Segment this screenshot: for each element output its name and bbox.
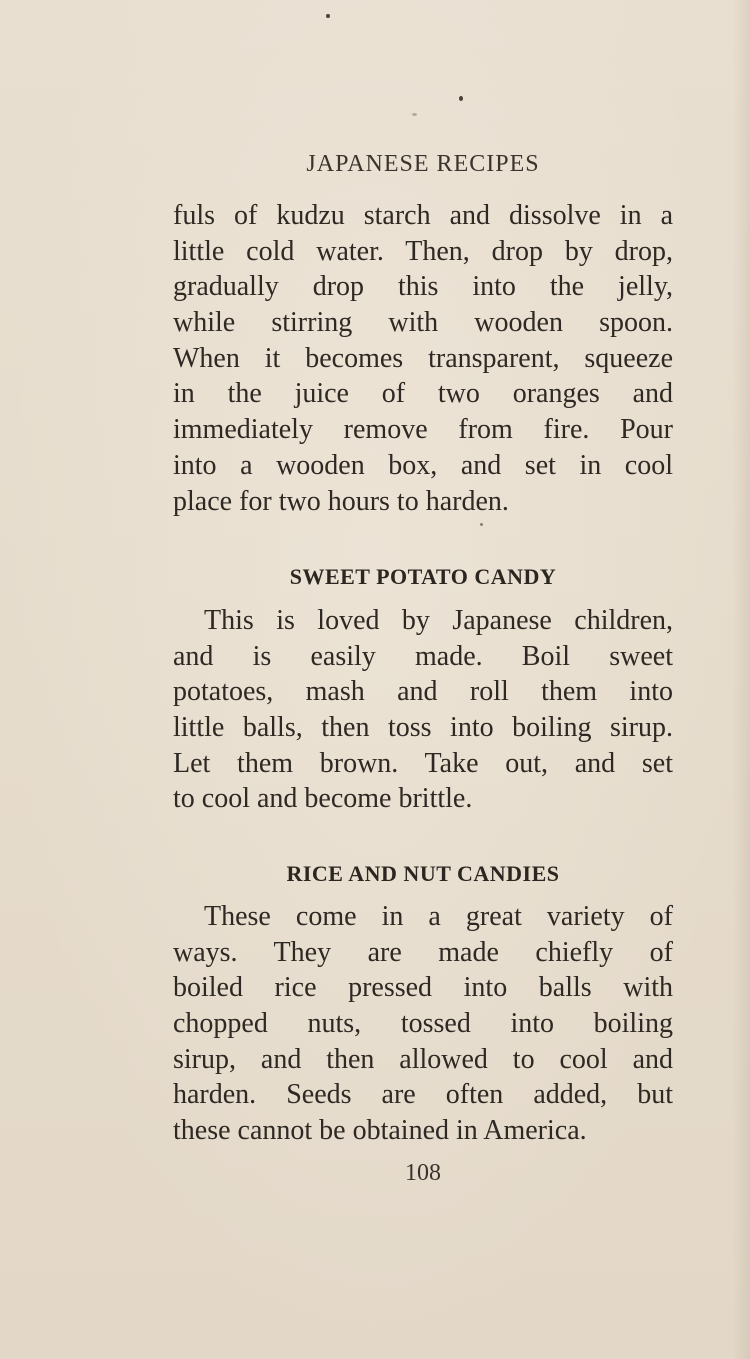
text-line: sirup, and then allowed to cool and — [173, 1043, 673, 1075]
text-line: immediately remove from fire. Pour — [173, 414, 673, 446]
ink-speck — [459, 96, 463, 101]
text-line: fuls of kudzu starch and dissolve in a — [173, 200, 673, 231]
text-line: These come in a great variety of — [204, 901, 673, 932]
ink-speck — [412, 113, 417, 116]
text-line: little cold water. Then, drop by drop, — [173, 235, 673, 267]
text-line: place for two hours to harden. — [173, 485, 509, 517]
section-heading-rice-and-nut-candies: RICE AND NUT CANDIES — [286, 861, 560, 886]
rice-and-nut-candies-paragraph — [173, 899, 673, 1149]
text-line: This is loved by Japanese children, — [204, 605, 673, 636]
text-line: gradually drop this into the jelly, — [173, 271, 673, 303]
page-edge-shadow — [732, 0, 750, 1359]
text-line: into a wooden box, and set in cool — [173, 449, 673, 481]
running-head: JAPANESE RECIPES — [306, 151, 540, 177]
text-line: while stirring with wooden spoon. — [173, 307, 673, 339]
text-line: harden. Seeds are often added, but — [173, 1079, 673, 1111]
text-line: ways. They are made chiefly of — [173, 936, 673, 968]
ink-speck — [480, 523, 483, 526]
intro-paragraph — [173, 198, 673, 519]
sweet-potato-candy-paragraph — [173, 603, 673, 817]
text-line: little balls, then toss into boiling sirup. — [173, 712, 673, 744]
text-line: Let them brown. Take out, and set — [173, 747, 673, 779]
text-line: and is easily made. Boil sweet — [173, 640, 673, 672]
text-line: potatoes, mash and roll them into — [173, 676, 673, 708]
page-number: 108 — [405, 1160, 441, 1186]
text-line: When it becomes transparent, squeeze — [173, 342, 673, 374]
text-line: these cannot be obtained in America. — [173, 1115, 587, 1147]
text-line: chopped nuts, tossed into boiling — [173, 1008, 673, 1040]
text-line: in the juice of two oranges and — [173, 378, 673, 410]
ink-speck — [326, 14, 330, 18]
text-line: boiled rice pressed into balls with — [173, 972, 673, 1004]
text-line: to cool and become brittle. — [173, 783, 473, 815]
section-heading-sweet-potato-candy: SWEET POTATO CANDY — [289, 564, 557, 589]
